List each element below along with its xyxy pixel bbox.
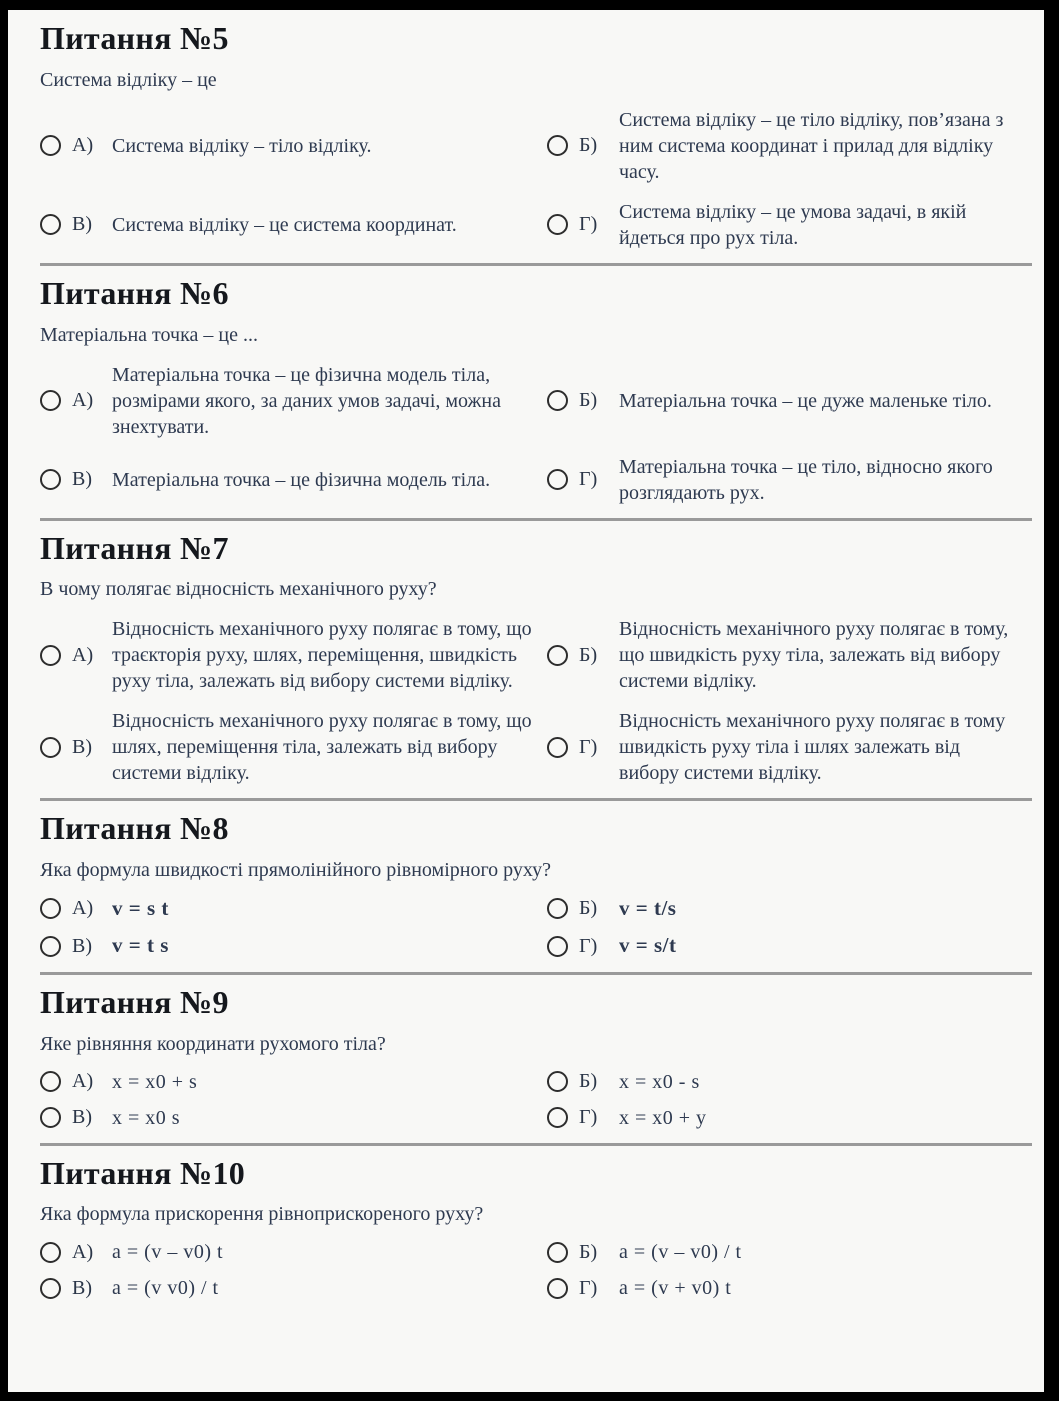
question-6-option-b[interactable] bbox=[547, 388, 1034, 414]
option-letter: А) bbox=[72, 897, 94, 920]
question-9-options bbox=[40, 1069, 1034, 1131]
radio-button[interactable] bbox=[547, 214, 568, 235]
option-text: Відносність механічного руху полягає в тому, що траєкторія руху, шлях, переміщення, швидкість руху тіла, залежать від вибору системи відліку. bbox=[112, 618, 532, 693]
radio-button[interactable] bbox=[40, 645, 61, 666]
radio-button[interactable] bbox=[40, 214, 61, 235]
option-text: Відносність механічного руху полягає в тому, що швидкість руху тіла, залежать від вибору системи відліку. bbox=[619, 618, 1009, 693]
option-letter: Г) bbox=[579, 468, 598, 491]
option-formula: a = (v – v0) / t bbox=[619, 1241, 742, 1264]
question-9-option-a[interactable] bbox=[40, 1069, 545, 1095]
question-8-prompt: Яка формула швидкості прямолінійного рівномірного руху? bbox=[40, 859, 552, 882]
question-5-options bbox=[40, 107, 1034, 251]
option-text: Система відліку – це система координат. bbox=[112, 213, 457, 236]
question-6-prompt: Матеріальна точка – це ... bbox=[40, 323, 258, 346]
option-letter: А) bbox=[72, 389, 94, 412]
option-letter: В) bbox=[72, 468, 92, 491]
question-10-title: Питання №10 bbox=[40, 1154, 246, 1191]
question-10-option-a[interactable] bbox=[40, 1239, 545, 1265]
option-formula: x = x0 - s bbox=[619, 1070, 700, 1093]
radio-button[interactable] bbox=[547, 390, 568, 411]
question-6-options bbox=[40, 362, 1034, 506]
radio-button[interactable] bbox=[40, 1242, 61, 1263]
radio-button[interactable] bbox=[40, 1278, 61, 1299]
question-5-title: Питання №5 bbox=[40, 20, 229, 56]
radio-button[interactable] bbox=[40, 936, 61, 957]
question-5-option-g[interactable] bbox=[547, 199, 1034, 251]
option-text: Матеріальна точка – це фізична модель тіла. bbox=[112, 468, 491, 491]
radio-button[interactable] bbox=[547, 645, 568, 666]
question-10 bbox=[40, 1155, 1034, 1302]
option-text: Матеріальна точка – це тіло, відносно якого розглядають рух. bbox=[619, 455, 993, 504]
option-letter: В) bbox=[72, 1106, 92, 1129]
question-9-prompt: Яке рівняння координати рухомого тіла? bbox=[40, 1032, 386, 1055]
radio-button[interactable] bbox=[547, 936, 568, 957]
option-letter: В) bbox=[72, 213, 92, 236]
option-formula: v = s t bbox=[112, 896, 169, 921]
option-letter: В) bbox=[72, 934, 92, 957]
option-letter: А) bbox=[72, 643, 94, 666]
question-5-option-a[interactable] bbox=[40, 133, 545, 159]
question-6 bbox=[40, 275, 1034, 506]
separator bbox=[40, 518, 1032, 521]
option-letter: Г) bbox=[579, 934, 598, 957]
option-formula: v = t/s bbox=[619, 896, 677, 921]
radio-button[interactable] bbox=[40, 469, 61, 490]
question-10-options bbox=[40, 1239, 1034, 1301]
radio-button[interactable] bbox=[547, 1278, 568, 1299]
question-8-title: Питання №8 bbox=[40, 810, 229, 847]
question-5-prompt: Система відліку – це bbox=[40, 68, 217, 91]
question-5 bbox=[40, 20, 1034, 251]
separator bbox=[40, 972, 1032, 975]
option-letter: Б) bbox=[579, 1240, 598, 1263]
question-7-options bbox=[40, 616, 1034, 786]
option-formula: x = x0 + s bbox=[112, 1070, 198, 1093]
option-letter: Г) bbox=[579, 1106, 598, 1129]
question-10-prompt: Яка формула прискорення рівноприскореного руху? bbox=[40, 1203, 484, 1226]
question-8-option-v[interactable] bbox=[40, 932, 545, 959]
radio-button[interactable] bbox=[40, 898, 61, 919]
option-letter: Б) bbox=[579, 897, 598, 920]
question-9 bbox=[40, 984, 1034, 1131]
question-7 bbox=[40, 530, 1034, 787]
radio-button[interactable] bbox=[547, 737, 568, 758]
question-7-option-v[interactable] bbox=[40, 708, 545, 786]
separator bbox=[40, 798, 1032, 801]
radio-button[interactable] bbox=[40, 737, 61, 758]
radio-button[interactable] bbox=[40, 135, 61, 156]
question-7-title: Питання №7 bbox=[40, 529, 229, 566]
question-8-option-a[interactable] bbox=[40, 895, 545, 922]
question-8-option-b[interactable] bbox=[547, 895, 1034, 922]
option-text: Матеріальна точка – це дуже маленьке тіло. bbox=[619, 389, 992, 412]
radio-button[interactable] bbox=[547, 898, 568, 919]
option-formula: a = (v v0) / t bbox=[112, 1277, 219, 1300]
question-6-option-v[interactable] bbox=[40, 467, 545, 493]
separator bbox=[40, 263, 1032, 266]
option-formula: x = x0 s bbox=[112, 1106, 181, 1129]
option-formula: x = x0 + y bbox=[619, 1106, 707, 1129]
option-letter: В) bbox=[72, 1276, 92, 1299]
question-7-option-a[interactable] bbox=[40, 616, 545, 694]
option-letter: Б) bbox=[579, 134, 598, 157]
separator bbox=[40, 1143, 1032, 1146]
option-letter: А) bbox=[72, 1070, 94, 1093]
question-7-prompt: В чому полягає відносність механічного руху? bbox=[40, 578, 437, 601]
question-7-option-g[interactable] bbox=[547, 708, 1034, 786]
question-10-option-v[interactable] bbox=[40, 1275, 545, 1301]
option-letter: Г) bbox=[579, 213, 598, 236]
option-letter: В) bbox=[72, 735, 92, 758]
option-text: Система відліку – це умова задачі, в якій йдеться про рух тіла. bbox=[619, 200, 967, 249]
radio-button[interactable] bbox=[547, 1107, 568, 1128]
question-9-option-v[interactable] bbox=[40, 1105, 545, 1131]
question-10-option-g[interactable] bbox=[547, 1275, 1034, 1301]
option-text: Система відліку – тіло відліку. bbox=[112, 134, 372, 157]
question-8-options bbox=[40, 895, 1034, 960]
question-6-option-a[interactable] bbox=[40, 362, 545, 440]
radio-button[interactable] bbox=[40, 1107, 61, 1128]
radio-button[interactable] bbox=[40, 1071, 61, 1092]
option-letter: Г) bbox=[579, 1276, 598, 1299]
option-text: Система відліку – це тіло відліку, пов’язана з ним система координат і прилад для відліку часу. bbox=[619, 108, 1004, 183]
option-letter: А) bbox=[72, 1240, 94, 1263]
option-letter: Б) bbox=[579, 643, 598, 666]
radio-button[interactable] bbox=[547, 1242, 568, 1263]
question-5-option-v[interactable] bbox=[40, 212, 545, 238]
option-formula: a = (v – v0) t bbox=[112, 1241, 224, 1264]
option-formula: v = t s bbox=[112, 933, 169, 958]
option-text: Відносність механічного руху полягає в тому, що шлях, переміщення тіла, залежать від вибору системи відліку. bbox=[112, 710, 532, 785]
option-letter: А) bbox=[72, 134, 94, 157]
option-letter: Б) bbox=[579, 389, 598, 412]
question-5-option-b[interactable] bbox=[547, 107, 1034, 185]
option-text: Відносність механічного руху полягає в тому швидкість руху тіла і шлях залежать від вибору системи відліку. bbox=[619, 710, 1006, 785]
question-9-option-g[interactable] bbox=[547, 1105, 1034, 1131]
question-9-option-b[interactable] bbox=[547, 1069, 1034, 1095]
question-7-option-b[interactable] bbox=[547, 616, 1034, 694]
question-10-option-b[interactable] bbox=[547, 1239, 1034, 1265]
question-6-title: Питання №6 bbox=[40, 274, 229, 311]
question-8-option-g[interactable] bbox=[547, 932, 1034, 959]
option-text: Матеріальна точка – це фізична модель тіла, розмірами якого, за даних умов задачі, можна знехтувати. bbox=[112, 363, 501, 438]
option-letter: Б) bbox=[579, 1070, 598, 1093]
radio-button[interactable] bbox=[40, 390, 61, 411]
question-9-title: Питання №9 bbox=[40, 983, 229, 1020]
radio-button[interactable] bbox=[547, 135, 568, 156]
question-8 bbox=[40, 810, 1034, 959]
question-6-option-g[interactable] bbox=[547, 454, 1034, 506]
option-letter: Г) bbox=[579, 735, 598, 758]
option-formula: v = s/t bbox=[619, 933, 677, 958]
option-formula: a = (v + v0) t bbox=[619, 1277, 732, 1300]
radio-button[interactable] bbox=[547, 1071, 568, 1092]
radio-button[interactable] bbox=[547, 469, 568, 490]
